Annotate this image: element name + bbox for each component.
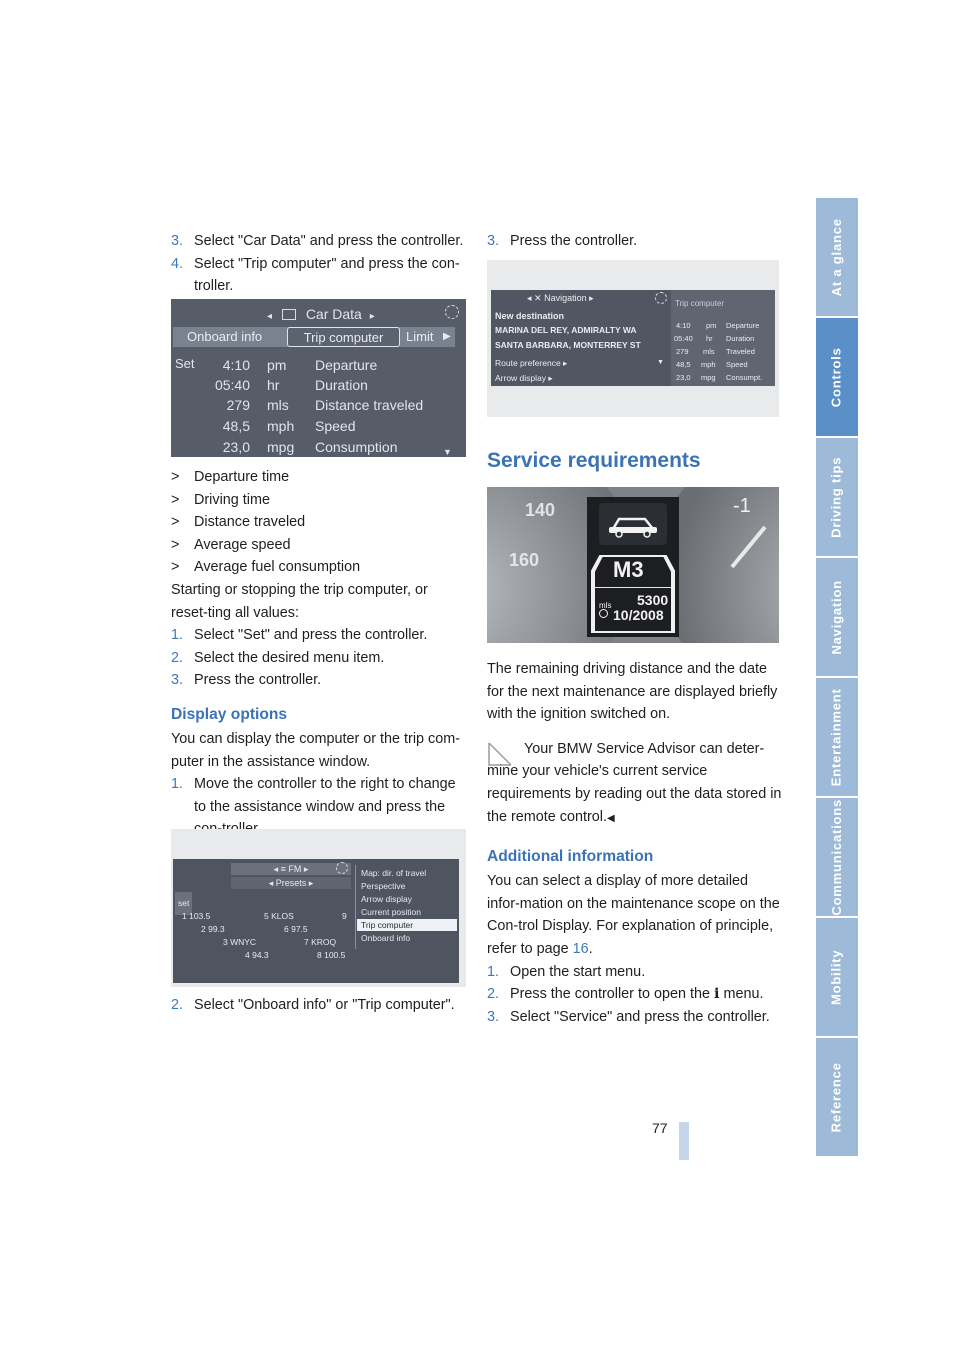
tab-entertainment[interactable]: Entertainment [816,678,858,796]
left-steps-a [171,230,467,298]
nav-item[interactable]: New destination [495,311,565,321]
trip-row: 4:10 pm Departure [676,321,760,330]
tab-communications[interactable]: Communications [816,798,858,916]
set-label[interactable]: Set [175,356,195,371]
settings-icon [445,305,459,319]
paragraph: You can select a display of more detailed infor-mation on the maintenance scope on the Con-trol Display. For explanation of principle, refer to page 16. [487,873,780,957]
car-icon [599,503,667,545]
band-header: ◂ ≡ FM ▸ [231,863,351,875]
step-item: 3. Press the controller. [487,233,638,249]
tab-at-a-glance[interactable]: At a glance [816,198,858,316]
tab-driving-tips[interactable]: Driving tips [816,438,858,556]
navigation-trip-screenshot [487,260,779,417]
settings-icon [336,862,348,874]
menu-item[interactable]: Map: dir. of travel [361,868,427,878]
list-item: > Average speed [171,536,291,553]
section-tab-bar [816,198,858,1158]
preset-row[interactable]: 4 94.3 8 100.5 [245,950,346,960]
step-item: 1. Open the start menu. [487,963,646,980]
tab-onboard-info[interactable]: Onboard info [187,329,263,344]
left-bullets [171,466,467,841]
set-label[interactable]: set [175,892,192,915]
trip-row[interactable]: 279 mls Distance traveled [209,396,449,415]
tab-limit[interactable]: Limit [406,329,434,344]
trip-row: 23,0 mpg Consumpt. [676,373,763,382]
service-indicator-panel [599,503,667,545]
page-link[interactable]: 16 [572,940,589,957]
left-steps-d [171,994,467,1017]
distance-value: 5300 [637,592,669,608]
menu-item[interactable]: Current position [361,907,422,917]
info-icon: i [714,985,720,1003]
car-data-tabs [173,327,455,347]
menu-item-selected[interactable]: Trip computer [357,919,457,931]
display-options-heading: Display options [171,705,288,723]
step-item: 3. Press the controller. [171,672,322,689]
nav-item[interactable]: MARINA DEL REY, ADMIRALTY WA [495,325,637,335]
trip-title: Trip computer [675,299,725,308]
right-steps-a [487,230,783,253]
radio-icon: ≡ [280,864,286,874]
step-item: 2. Press the controller to open the i menu. [487,983,783,1006]
assistance-window-screenshot [171,829,466,987]
tab-navigation[interactable]: Navigation [816,558,858,676]
nav-item[interactable]: Arrow display ▸ [495,373,553,383]
presets-header: ◂ Presets ▸ [231,877,351,889]
scroll-down-icon[interactable]: ▼ [657,359,664,366]
trip-row[interactable]: 48,5 mph Speed [209,417,449,436]
tab-controls[interactable]: Controls [816,318,858,436]
paragraph: Starting or stopping the trip computer, or reset-ting all values: [171,581,428,621]
screen-icon [282,309,296,320]
preset-row[interactable]: 3 WNYC 7 KROQ [223,937,337,947]
step-item: 3. Select "Car Data" and press the controller. [171,233,464,249]
navigation-icon: ✕ [534,293,542,303]
trip-row: 48,5 mph Speed [676,360,748,369]
step-item: 3. Select "Service" and press the controller. [487,1008,770,1025]
trip-row: 279 mls Traveled [676,347,755,356]
clock-icon [599,609,608,618]
trip-row: 05:40 hr Duration [674,334,755,343]
nav-header: ◂ ✕ Navigation ▸ [527,293,594,303]
menu-item[interactable]: Onboard info [361,933,411,943]
settings-icon [655,292,667,304]
paragraph: You can display the computer or the trip com-puter in the assistance window. [171,730,461,770]
additional-information-heading: Additional information [487,848,654,866]
page-number: 77 [652,1120,668,1136]
step-item: 2. Select "Onboard info" or "Trip computer". [171,997,455,1013]
service-requirements-heading: Service requirements [487,449,701,472]
note-text: Your BMW Service Advisor can deter-mine your vehicle's current service requirements by reading out the data stored in the remote control.◀ [487,740,782,825]
model-label: M3 [613,557,644,582]
list-item: > Departure time [171,469,290,485]
note-block [487,738,783,830]
step-item: 2. Select the desired menu item. [171,649,385,666]
step-item: 1. Move the controller to the right to change to the assistance window and press the [171,776,456,815]
step-item: 1. Select "Set" and press the controller. [171,627,428,644]
nav-item[interactable]: SANTA BARBARA, MONTERREY ST [495,340,641,350]
preset-list [179,905,351,960]
next-arrow-icon[interactable]: ▶ [443,331,451,342]
tab-reference[interactable]: Reference [816,1038,858,1156]
trip-row[interactable]: 23,0 mpg Consumption [209,438,449,457]
scroll-down-icon[interactable]: ▼ [443,447,452,457]
step-item: 4. Select "Trip computer" and press the con-troller. [171,255,460,295]
menu-item[interactable]: Perspective [361,881,406,891]
page-marker [679,1122,689,1160]
preset-row[interactable]: 1 103.5 5 KLOS 9 [182,911,347,921]
note-icon [487,741,513,767]
nav-item[interactable]: Route preference ▸ [495,358,568,368]
car-data-screenshot [171,299,466,457]
menu-item[interactable]: Arrow display [361,894,413,904]
list-item: > Distance traveled [171,514,306,531]
unit-label: mls [599,601,612,610]
trip-row[interactable]: 4:10 pm Departure [209,356,449,375]
car-data-header: ◂ Car Data ▸ [267,306,375,322]
list-item: > Driving time [171,491,270,508]
preset-row[interactable]: 2 99.3 6 97.5 [201,924,308,934]
date-value: 10/2008 [613,607,664,623]
right-body [487,658,783,1028]
list-item: > Average fuel consumption [171,559,361,576]
tab-trip-computer[interactable]: Trip computer [287,327,400,347]
service-display-screenshot: 140 160 -1 M3 mls 5300 10/2008 [487,487,779,643]
paragraph: The remaining driving distance and the date for the next maintenance are displayed briefly with the ignition switched on. [487,661,778,723]
trip-row[interactable]: 05:40 hr Duration [209,376,449,395]
tab-mobility[interactable]: Mobility [816,918,858,1036]
